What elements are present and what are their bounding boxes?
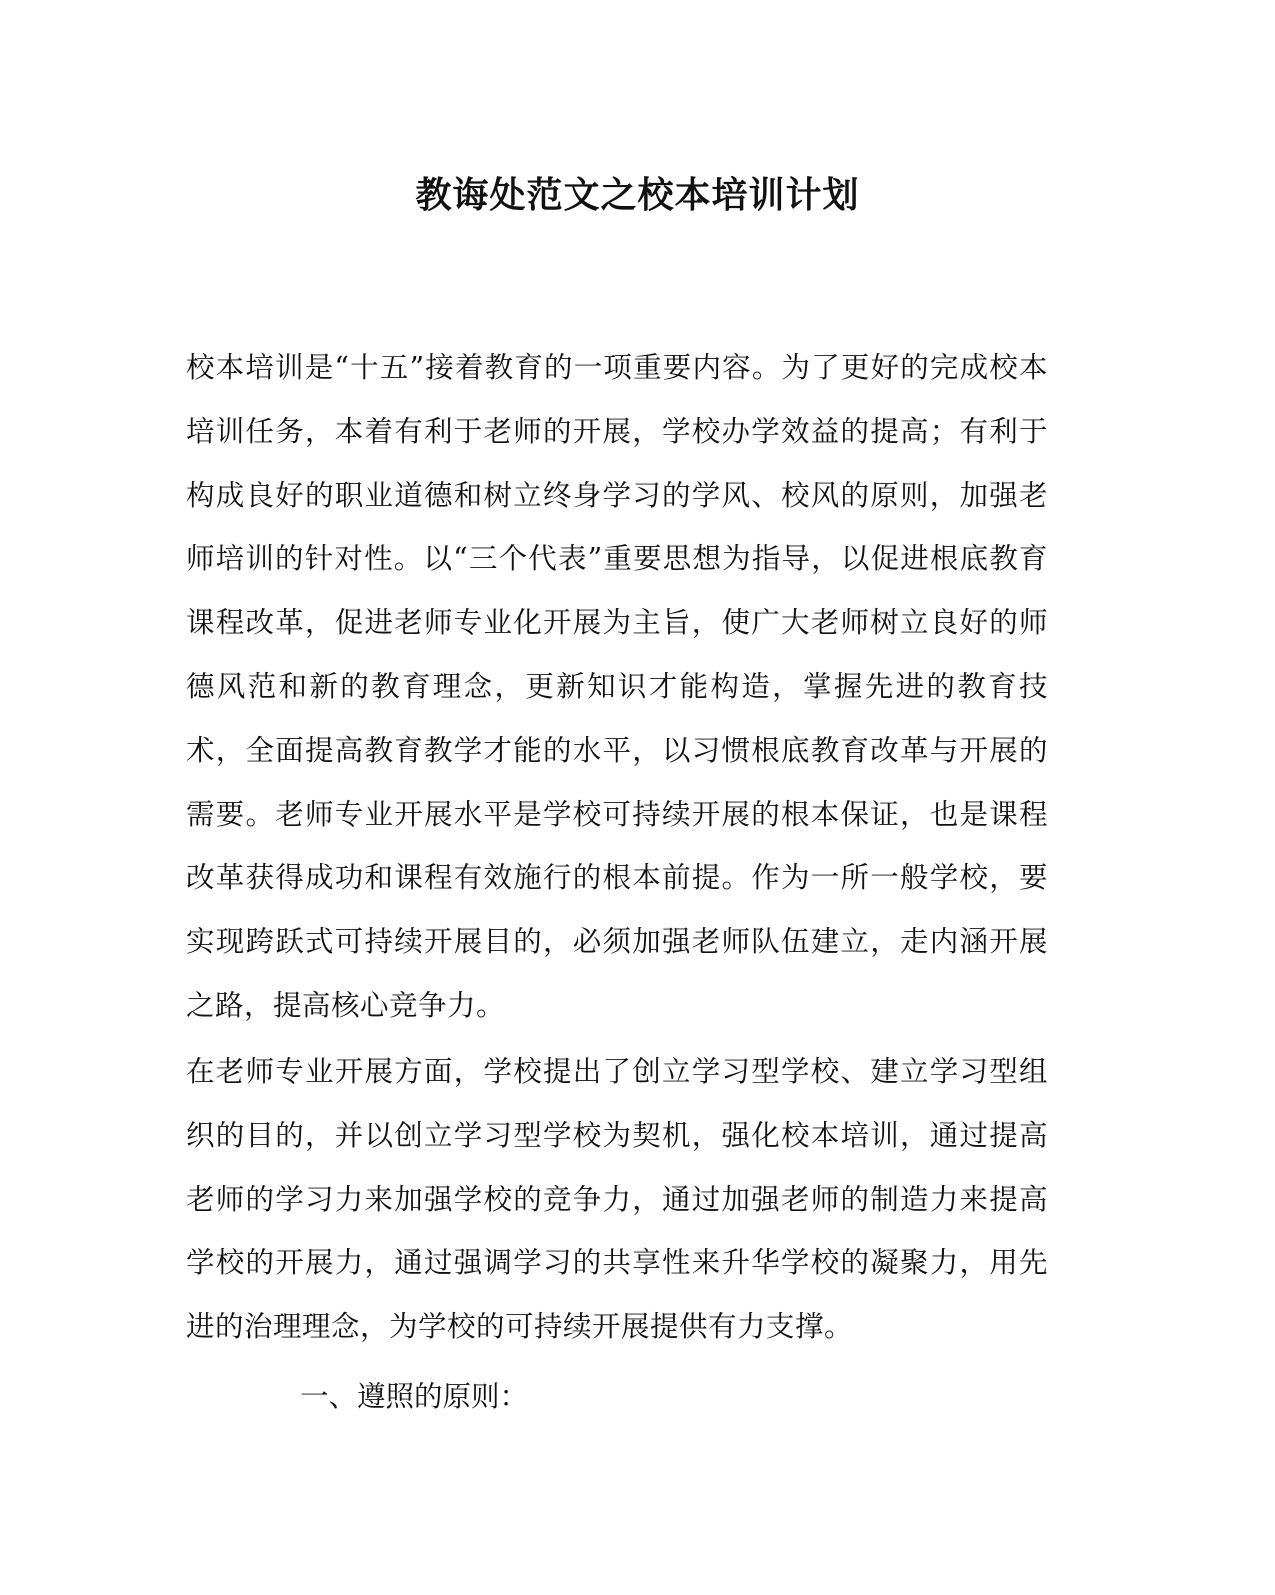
paragraph-teacher-development: 在老师专业开展方面，学校提出了创立学习型学校、建立学习型组织的目的，并以创立学习型学校为契机，强化校本培训，通过提高老师的学习力来加强学校的竞争力，通过加强老师的制造力来提高学校的开展力，通过强调学习的共享性来升华学校的凝聚力，用先进的治理理念，为学校的可持续开展提供有力支撑。: [186, 1055, 1048, 1344]
document-title: 教诲处范文之校本培训计划: [415, 174, 860, 216]
section-heading-principles: 一、遵照的原则：: [300, 1380, 529, 1413]
paragraph-intro: 校本培训是“十五”接着教育的一项重要内容。为了更好的完成校本培训任务，本着有利于老师的开展，学校办学效益的提高；有利于构成良好的职业道德和树立终身学习的学风、校风的原则，加强老师培训的针对性。以“三个代表”重要思想为指导，以促进根底教育课程改革，促进老师专业化开展为主旨，使广大老师树立良好的师德风范和新的教育理念，更新知识才能构造，掌握先进的教育技术，全面提高教育教学才能的水平，以习惯根底教育改革与开展的需要。老师专业开展水平是学校可持续开展的根本保证，也是课程改革获得成功和课程有效施行的根本前提。作为一所一般学校，要实现跨跃式可持续开展目的，必须加强老师队伍建立，走内涵开展之路，提高核心竞争力。: [186, 351, 1048, 1022]
